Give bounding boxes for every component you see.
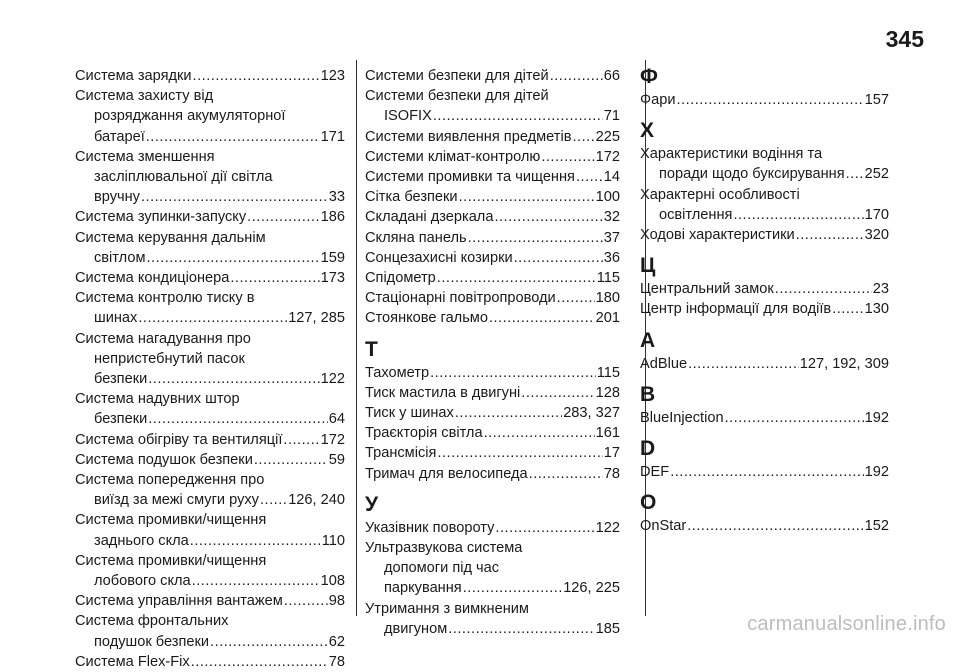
index-entry-line: Система фронтальних (75, 613, 229, 630)
dot-leader (146, 248, 319, 268)
index-entry-line: розряджання акумуляторної (94, 108, 286, 125)
index-entry-last-line (365, 248, 620, 268)
dot-leader (846, 164, 864, 184)
index-entry-last-line (365, 127, 620, 147)
index-entry-term: батареї (94, 128, 145, 145)
dot-leader (529, 464, 603, 484)
page-reference[interactable]: 36 (603, 249, 620, 266)
index-entry (75, 268, 345, 288)
index-entry (365, 147, 620, 167)
index-entry-term: Тиск у шинах (365, 405, 454, 422)
index-entry-term: Спідометр (365, 270, 436, 287)
dot-leader (688, 354, 799, 374)
index-entry (75, 86, 345, 147)
index-entry-term: Стоянкове гальмо (365, 310, 488, 327)
index-entry-term: Складані дзеркала (365, 209, 494, 226)
index-entry (640, 462, 889, 482)
index-entry-term: Системи безпеки для дітей (365, 68, 549, 84)
dot-leader (138, 308, 287, 328)
dot-leader (832, 299, 863, 319)
index-entry-term: двигуном (384, 620, 448, 637)
index-entry-term: безпеки (94, 411, 148, 428)
index-entry-last-line (640, 354, 889, 374)
page-reference[interactable]: 115 (596, 364, 620, 381)
page-reference[interactable]: 252 (864, 166, 889, 183)
dot-leader (190, 531, 321, 551)
dot-leader (494, 207, 602, 227)
page-reference[interactable]: 126, 225 (563, 580, 620, 597)
dot-leader (775, 279, 872, 299)
index-entry-last-line (365, 464, 620, 484)
index-entry-line: Система попередження про (75, 472, 265, 489)
page-reference[interactable]: 17 (603, 445, 620, 462)
index-entry (365, 288, 620, 308)
index-entry-term: лобового скла (94, 573, 191, 590)
index-entry-line: Системи безпеки для дітей (365, 88, 549, 105)
index-entry (640, 185, 889, 225)
index-entry-term: Центр інформації для водіїв (640, 301, 832, 318)
index-entry-last-line (365, 619, 620, 639)
index-entry-last-line (75, 308, 345, 328)
page-reference[interactable]: 161 (595, 425, 620, 442)
index-letter-heading: B (640, 382, 656, 406)
index-entry (640, 279, 889, 299)
index-entry-last-line (75, 66, 345, 86)
index-column-1 (75, 66, 351, 672)
index-entry-last-line (365, 363, 620, 383)
index-letter-heading: O (640, 491, 657, 515)
page-reference[interactable]: 171 (320, 128, 345, 145)
index-entry-last-line (365, 518, 620, 538)
page-reference[interactable]: 127, 192, 309 (799, 355, 889, 372)
dot-leader (230, 268, 319, 288)
index-entry (365, 268, 620, 288)
page-reference[interactable]: 170 (864, 206, 889, 223)
index-entry-term: Система кондиціонера (75, 270, 230, 287)
dot-leader (796, 225, 864, 245)
dot-leader (514, 248, 603, 268)
index-entry-line: Система промивки/чищення (75, 552, 267, 569)
index-entry-last-line (75, 409, 345, 429)
index-entry-term: Сітка безпеки (365, 189, 458, 206)
index-entry-term: Указівник повороту (365, 519, 495, 536)
page-number: 345 (885, 26, 924, 52)
page-reference[interactable]: 201 (595, 310, 620, 327)
index-entry-term: Траєкторія світла (365, 425, 483, 442)
index-entry-last-line (365, 147, 620, 167)
index-entry-last-line (365, 228, 620, 248)
dot-leader (260, 490, 287, 510)
index-entry-last-line (75, 127, 345, 147)
index-entry-term: Системи клімат-контролю (365, 148, 541, 165)
index-entry (75, 228, 345, 268)
index-entry-last-line (640, 516, 889, 536)
page-reference[interactable]: 98 (328, 593, 345, 610)
index-column-2 (351, 66, 626, 672)
index-entry-term: Система подушок безпеки (75, 451, 253, 468)
index-entry-last-line (640, 279, 889, 299)
index-entry (365, 86, 620, 126)
index-entry-term: вручну (94, 189, 140, 206)
index-entry-last-line (75, 207, 345, 227)
dot-leader (557, 288, 595, 308)
index-entry (365, 228, 620, 248)
page-reference[interactable]: 14 (603, 169, 620, 186)
dot-leader (576, 167, 603, 187)
index-entry-term: Система зарядки (75, 68, 192, 84)
index-entry-term: заднього скла (94, 532, 189, 549)
index-entry-term: світлом (94, 249, 146, 266)
index-entry-term: Центральний замок (640, 281, 774, 298)
index-entry (365, 248, 620, 268)
index-entry-last-line (75, 369, 345, 389)
page-reference[interactable]: 62 (328, 633, 345, 650)
index-entry-line: Характеристики водіння та (640, 146, 823, 163)
index-entry-term: Система Flex-Fix (75, 653, 190, 670)
index-entry (365, 167, 620, 187)
page-reference[interactable]: 185 (595, 620, 620, 637)
index-entry-last-line (365, 308, 620, 328)
index-entry (75, 329, 345, 390)
page-reference[interactable]: 59 (328, 451, 345, 468)
index-entry-last-line (365, 403, 620, 423)
index-entry-term: виїзд за межі смуги руху (94, 492, 259, 509)
dot-leader (459, 187, 595, 207)
index-entry-line: Система нагадування про (75, 330, 251, 347)
page-reference[interactable]: 225 (595, 128, 620, 145)
page-reference[interactable]: 320 (864, 227, 889, 244)
index-entry (365, 363, 620, 383)
index-entry-term: Ходові характеристики (640, 227, 795, 244)
index-entry (75, 450, 345, 470)
index-entry-term: Система зупинки-запуску (75, 209, 247, 226)
index-entry (640, 144, 889, 184)
page-reference[interactable]: 122 (595, 519, 620, 536)
dot-leader (572, 127, 594, 147)
dot-leader (141, 187, 328, 207)
index-entry (75, 66, 345, 86)
index-entry (365, 443, 620, 463)
dot-leader (283, 430, 319, 450)
index-entry-last-line (365, 443, 620, 463)
index-entry-term: OnStar (640, 518, 687, 535)
page-reference[interactable]: 78 (603, 465, 620, 482)
dot-leader (148, 369, 319, 389)
index-entry-line: засліплювальної дії світла (94, 169, 273, 186)
page-reference[interactable]: 192 (864, 409, 889, 426)
page-reference[interactable]: 33 (328, 189, 345, 206)
index-entry-term: Системи промивки та чищення (365, 169, 575, 186)
index-entry-last-line (75, 187, 345, 207)
index-entry-term: поради щодо буксирування (659, 166, 845, 183)
index-entry (75, 430, 345, 450)
index-entry-last-line (365, 288, 620, 308)
index-entry-term: Тримач для велосипеда (365, 465, 528, 482)
index-entry-term: паркування (384, 580, 462, 597)
index-entry (365, 207, 620, 227)
index-entry (365, 518, 620, 538)
page-reference[interactable]: 37 (603, 229, 620, 246)
index-entry-last-line (75, 248, 345, 268)
page-reference[interactable]: 100 (595, 189, 620, 206)
dot-leader (670, 462, 863, 482)
index-letter-heading: Ц (640, 254, 656, 278)
page-reference[interactable]: 23 (872, 281, 889, 298)
index-entry-last-line (640, 225, 889, 245)
index-entry-term: Стаціонарні повітропроводи (365, 290, 556, 307)
index-entry-term: Трансмісія (365, 445, 437, 462)
index-entry (365, 423, 620, 443)
index-entry-last-line (640, 408, 889, 428)
watermark: carmanualsonline.info (747, 613, 946, 635)
page-reference[interactable]: 108 (320, 573, 345, 590)
index-entry-line: Система надувних штор (75, 391, 240, 408)
index-entry (365, 403, 620, 423)
page-reference[interactable]: 192 (864, 464, 889, 481)
dot-leader (192, 571, 320, 591)
page-reference[interactable]: 64 (328, 411, 345, 428)
index-entry (75, 591, 345, 611)
index-entry-last-line (640, 90, 889, 110)
index-entry-line: Система контролю тиску в (75, 290, 255, 307)
index-entry (640, 225, 889, 245)
index-entry (75, 470, 345, 510)
index-entry-last-line (75, 450, 345, 470)
dot-leader (733, 205, 863, 225)
page-reference[interactable]: 152 (864, 518, 889, 535)
index-entry-line: Ультразвукова система (365, 540, 523, 557)
index-entry-term: шинах (94, 310, 138, 327)
index-letter-heading: У (365, 492, 379, 516)
index-entry-term: Фари (640, 92, 676, 108)
page-reference[interactable]: 127, 285 (288, 310, 345, 327)
dot-leader (254, 450, 328, 470)
dot-leader (484, 423, 595, 443)
index-entry-last-line (640, 164, 889, 184)
index-entry-term: ISOFIX (384, 108, 432, 125)
index-entry-term: безпеки (94, 371, 148, 388)
page-reference[interactable]: 159 (320, 249, 345, 266)
index-entry (365, 599, 620, 639)
page-reference[interactable]: 123 (320, 68, 345, 84)
index-entry-line: непристебнутий пасок (94, 350, 245, 367)
dot-leader (463, 578, 562, 598)
dot-leader (433, 106, 603, 126)
index-entry-last-line (75, 430, 345, 450)
index-entry-last-line (365, 268, 620, 288)
dot-leader (437, 268, 596, 288)
index-entry-line: Утримання з вимкненим (365, 600, 529, 617)
dot-leader (495, 518, 594, 538)
index-column-3 (626, 66, 895, 672)
dot-leader (489, 308, 595, 328)
index-entry-last-line (75, 268, 345, 288)
index-entry (75, 611, 345, 651)
page-reference[interactable]: 71 (603, 108, 620, 125)
index-entry (75, 147, 345, 208)
index-letter-heading: Ф (640, 65, 658, 88)
index-entry-line: Характерні особливості (640, 186, 800, 203)
index-entry (365, 464, 620, 484)
dot-leader (687, 516, 863, 536)
index-entry (640, 90, 889, 110)
dot-leader (437, 443, 602, 463)
dot-leader (247, 207, 319, 227)
index-entry-last-line (75, 652, 345, 672)
index-entry-term: Сонцезахисні козирки (365, 249, 513, 266)
index-entry-line: Система промивки/чищення (75, 512, 267, 529)
dot-leader (521, 383, 594, 403)
index-entry-term: Скляна панель (365, 229, 467, 246)
index-entry-last-line (365, 578, 620, 598)
index-entry-last-line (75, 571, 345, 591)
page-reference[interactable]: 157 (864, 92, 889, 108)
dot-leader (284, 591, 328, 611)
index-entry-term: освітлення (659, 206, 733, 223)
index-entry (640, 408, 889, 428)
page-reference[interactable]: 66 (603, 68, 620, 84)
dot-leader (541, 147, 594, 167)
index-entry (365, 127, 620, 147)
dot-leader (193, 66, 320, 86)
index-entry-line: Система зменшення (75, 148, 215, 165)
page-reference[interactable]: 172 (595, 148, 620, 165)
index-entry (75, 288, 345, 328)
page-reference[interactable]: 126, 240 (288, 492, 345, 509)
page-reference[interactable]: 110 (321, 532, 345, 549)
dot-leader (146, 127, 320, 147)
index-entry-last-line (365, 383, 620, 403)
dot-leader (676, 90, 863, 110)
index-entry-line: Система керування дальнім (75, 229, 266, 246)
index-entry-term: Тахометр (365, 364, 430, 381)
index-entry-last-line (365, 106, 620, 126)
page-reference[interactable]: 283, 327 (563, 405, 620, 422)
page-reference[interactable]: 172 (320, 431, 345, 448)
index-entry (365, 66, 620, 86)
index-letter-heading: Т (365, 337, 378, 361)
dot-leader (550, 66, 603, 86)
index-columns (75, 66, 895, 672)
index-letter-heading: Х (640, 119, 655, 143)
page-reference[interactable]: 186 (320, 209, 345, 226)
index-entry-term: Системи виявлення предметів (365, 128, 572, 145)
index-entry-term: AdBlue (640, 355, 688, 372)
dot-leader (148, 409, 328, 429)
dot-leader (725, 408, 864, 428)
index-entry (365, 383, 620, 403)
index-entry (640, 299, 889, 319)
page-reference[interactable]: 78 (328, 653, 345, 670)
index-entry (640, 516, 889, 536)
index-entry-last-line (365, 66, 620, 86)
index-entry (365, 308, 620, 328)
index-entry-term: DEF (640, 464, 670, 481)
index-entry-term: Тиск мастила в двигуні (365, 384, 521, 401)
index-letter-heading: D (640, 437, 656, 461)
index-entry-term: BlueInjection (640, 409, 724, 426)
dot-leader (448, 619, 594, 639)
index-entry (75, 652, 345, 672)
index-entry (75, 207, 345, 227)
index-entry (75, 551, 345, 591)
dot-leader (468, 228, 603, 248)
index-entry (365, 538, 620, 599)
page-reference[interactable]: 115 (596, 270, 620, 287)
index-entry (75, 510, 345, 550)
index-entry (640, 354, 889, 374)
index-entry-last-line (365, 207, 620, 227)
page-reference[interactable]: 173 (320, 270, 345, 287)
index-entry-term: Система управління вантажем (75, 593, 283, 610)
page-reference[interactable]: 130 (864, 301, 889, 318)
index-entry-last-line (640, 205, 889, 225)
index-entry-line: Система захисту від (75, 88, 214, 105)
index-letter-heading: A (640, 328, 656, 352)
page-reference[interactable]: 128 (595, 384, 620, 401)
dot-leader (455, 403, 562, 423)
index-entry-last-line (75, 591, 345, 611)
index-entry-term: Система обігріву та вентиляції (75, 431, 283, 448)
index-entry-last-line (640, 299, 889, 319)
page-reference[interactable]: 180 (595, 290, 620, 307)
index-entry-last-line (75, 531, 345, 551)
index-entry-last-line (640, 462, 889, 482)
index-entry-last-line (365, 167, 620, 187)
index-entry-last-line (365, 187, 620, 207)
page-reference[interactable]: 32 (603, 209, 620, 226)
dot-leader (430, 363, 596, 383)
index-entry-last-line (365, 423, 620, 443)
page-reference[interactable]: 122 (320, 371, 345, 388)
index-entry (365, 187, 620, 207)
dot-leader (191, 652, 328, 672)
index-entry-line: допомоги під час (384, 560, 500, 577)
index-entry (75, 389, 345, 429)
index-entry-term: подушок безпеки (94, 633, 210, 650)
index-entry-last-line (75, 490, 345, 510)
